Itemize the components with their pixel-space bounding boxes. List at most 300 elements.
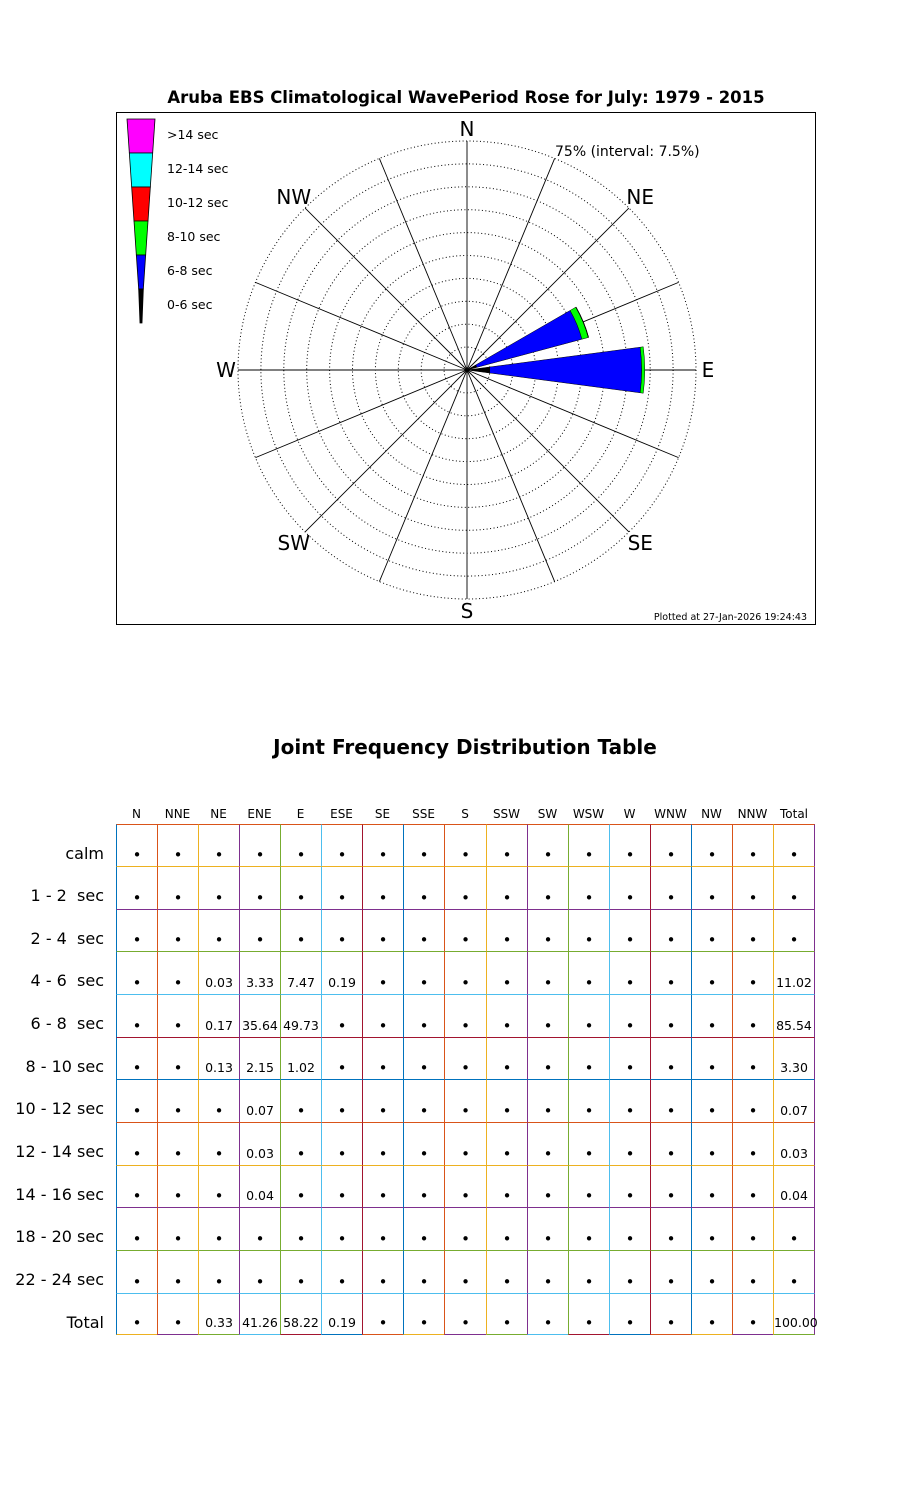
table-cell bbox=[280, 824, 321, 866]
cell-value: • bbox=[214, 1102, 224, 1120]
table-cell bbox=[650, 1037, 691, 1079]
cell-value: • bbox=[214, 931, 224, 949]
row-header-7: 12 - 14 sec bbox=[15, 1142, 104, 1161]
legend-label-0: >14 sec bbox=[167, 127, 219, 142]
cell-value: • bbox=[132, 846, 142, 864]
table-cell bbox=[280, 1250, 321, 1293]
cell-value: • bbox=[748, 846, 758, 864]
column-header-se: SE bbox=[374, 807, 391, 821]
table-cell bbox=[650, 994, 691, 1037]
cell-value: 0.04 bbox=[246, 1188, 274, 1203]
cell-value: • bbox=[378, 1230, 388, 1248]
table-title: Joint Frequency Distribution Table bbox=[273, 735, 657, 759]
cell-value: • bbox=[132, 1187, 142, 1205]
cell-value: • bbox=[296, 889, 306, 907]
table-cell bbox=[773, 1165, 815, 1207]
table-cell bbox=[157, 1250, 198, 1293]
cell-value: • bbox=[461, 1102, 470, 1120]
rose-spoke-SW bbox=[305, 370, 467, 532]
table-cell bbox=[773, 1122, 815, 1165]
table-cell bbox=[773, 1250, 815, 1293]
table-cell bbox=[773, 1207, 815, 1250]
table-cell bbox=[157, 909, 198, 951]
table-cell bbox=[403, 1250, 444, 1293]
column-header-nw: NW bbox=[701, 807, 722, 821]
table-cell bbox=[321, 1293, 362, 1335]
cell-value: • bbox=[214, 1273, 224, 1291]
cell-value: • bbox=[337, 1102, 347, 1120]
table-cell bbox=[527, 1165, 568, 1207]
cell-value: • bbox=[337, 1145, 347, 1163]
column-header-n: N bbox=[132, 807, 141, 821]
cell-value: • bbox=[707, 1059, 717, 1077]
table-cell bbox=[691, 866, 732, 909]
rose-spoke-NNW bbox=[379, 158, 467, 370]
compass-label-NW: NW bbox=[276, 184, 312, 209]
table-cell bbox=[773, 951, 815, 994]
table-cell bbox=[116, 1037, 157, 1079]
cell-value: • bbox=[543, 931, 553, 949]
cell-value: • bbox=[419, 974, 429, 992]
cell-value: • bbox=[789, 1230, 799, 1248]
column-header-ese: ESE bbox=[330, 807, 353, 821]
column-header-sse: SSE bbox=[412, 807, 435, 821]
cell-value: • bbox=[584, 1102, 594, 1120]
cell-value: • bbox=[378, 974, 388, 992]
cell-value: • bbox=[132, 1273, 142, 1291]
cell-value: • bbox=[625, 846, 635, 864]
table-cell bbox=[116, 1293, 157, 1335]
cell-value: • bbox=[337, 1187, 347, 1205]
cell-value: • bbox=[584, 1273, 594, 1291]
column-header-wsw: WSW bbox=[572, 807, 605, 821]
cell-value: • bbox=[502, 1059, 512, 1077]
table-cell bbox=[239, 866, 280, 909]
table-cell bbox=[732, 1037, 773, 1079]
table-cell bbox=[362, 1207, 403, 1250]
table-cell bbox=[321, 909, 362, 951]
cell-value: • bbox=[707, 1273, 717, 1291]
cell-value: 3.30 bbox=[780, 1060, 808, 1075]
cell-value: • bbox=[707, 931, 717, 949]
table-cell bbox=[403, 1122, 444, 1165]
table-cell bbox=[486, 1037, 527, 1079]
cell-value: • bbox=[378, 846, 388, 864]
cell-value: • bbox=[748, 1059, 758, 1077]
table-cell bbox=[280, 909, 321, 951]
column-header-e: E bbox=[296, 807, 305, 821]
table-cell bbox=[444, 1293, 486, 1335]
table-cell bbox=[321, 951, 362, 994]
table-cell bbox=[116, 1122, 157, 1165]
cell-value: • bbox=[543, 1230, 553, 1248]
cell-value: • bbox=[543, 889, 553, 907]
cell-value: • bbox=[173, 889, 183, 907]
table-cell bbox=[198, 1293, 239, 1335]
cell-value: • bbox=[625, 1102, 635, 1120]
row-header-1: 1 - 2 sec bbox=[30, 886, 104, 905]
compass-label-SE: SE bbox=[627, 531, 653, 556]
cell-value: • bbox=[748, 1145, 758, 1163]
table-cell bbox=[650, 1293, 691, 1335]
cell-value: • bbox=[296, 846, 306, 864]
cell-value: • bbox=[461, 1059, 470, 1077]
table-cell bbox=[650, 1207, 691, 1250]
cell-value: 0.03 bbox=[205, 975, 233, 990]
table-cell bbox=[116, 1165, 157, 1207]
column-header-nnw: NNW bbox=[737, 807, 768, 821]
column-header-w: W bbox=[623, 807, 636, 821]
cell-value: • bbox=[625, 1059, 635, 1077]
cell-value: • bbox=[378, 1314, 388, 1332]
table-cell bbox=[609, 824, 650, 866]
cell-value: • bbox=[132, 1314, 142, 1332]
cell-value: • bbox=[419, 1314, 429, 1332]
table-cell bbox=[403, 824, 444, 866]
table-cell bbox=[444, 1079, 486, 1122]
table-cell bbox=[321, 824, 362, 866]
table-cell bbox=[486, 1079, 527, 1122]
wind-rose-chart bbox=[117, 113, 815, 624]
table-cell bbox=[362, 909, 403, 951]
legend-label-5: 0-6 sec bbox=[167, 297, 213, 312]
table-cell bbox=[732, 1207, 773, 1250]
rose-spoke-SSW bbox=[379, 370, 467, 582]
cell-value: • bbox=[214, 1145, 224, 1163]
cell-value: • bbox=[337, 889, 347, 907]
table-cell bbox=[773, 909, 815, 951]
table-cell bbox=[527, 1122, 568, 1165]
cell-value: • bbox=[461, 1314, 470, 1332]
table-cell bbox=[527, 909, 568, 951]
rose-spoke-WNW bbox=[255, 282, 467, 370]
table-cell bbox=[362, 1079, 403, 1122]
table-cell bbox=[239, 1037, 280, 1079]
compass-label-E: E bbox=[701, 358, 715, 382]
cell-value: 0.03 bbox=[780, 1146, 808, 1161]
cell-value: • bbox=[296, 1102, 306, 1120]
table-cell bbox=[527, 866, 568, 909]
cell-value: • bbox=[132, 931, 142, 949]
table-cell bbox=[239, 1207, 280, 1250]
table-cell bbox=[691, 1293, 732, 1335]
cell-value: • bbox=[625, 1273, 635, 1291]
legend-swatch-4 bbox=[136, 255, 145, 289]
table-cell bbox=[198, 1165, 239, 1207]
cell-value: • bbox=[173, 931, 183, 949]
table-cell bbox=[732, 1293, 773, 1335]
legend-label-1: 12-14 sec bbox=[167, 161, 229, 176]
column-header-ne: NE bbox=[210, 807, 227, 821]
cell-value: 49.73 bbox=[283, 1018, 319, 1033]
cell-value: • bbox=[502, 974, 512, 992]
cell-value: • bbox=[419, 1273, 429, 1291]
cell-value: • bbox=[214, 846, 224, 864]
cell-value: 0.33 bbox=[205, 1315, 233, 1330]
legend-label-4: 6-8 sec bbox=[167, 263, 213, 278]
cell-value: • bbox=[748, 1314, 758, 1332]
cell-value: • bbox=[666, 1273, 676, 1291]
legend-swatch-5 bbox=[139, 289, 144, 323]
legend-swatch-1 bbox=[129, 153, 152, 187]
cell-value: • bbox=[132, 1230, 142, 1248]
cell-value: • bbox=[502, 931, 512, 949]
row-header-8: 14 - 16 sec bbox=[15, 1185, 104, 1204]
cell-value: • bbox=[707, 1314, 717, 1332]
legend-swatch-3 bbox=[134, 221, 148, 255]
cell-value: • bbox=[625, 1230, 635, 1248]
cell-value: • bbox=[337, 846, 347, 864]
table-cell bbox=[321, 1207, 362, 1250]
table-cell bbox=[650, 1079, 691, 1122]
table-cell bbox=[486, 1250, 527, 1293]
cell-value: • bbox=[707, 1230, 717, 1248]
cell-value: • bbox=[666, 846, 676, 864]
rose-spoke-SE bbox=[467, 370, 629, 532]
table-cell bbox=[198, 951, 239, 994]
cell-value: • bbox=[666, 1314, 676, 1332]
cell-value: 0.07 bbox=[780, 1103, 808, 1118]
cell-value: • bbox=[132, 1017, 142, 1035]
table-cell bbox=[362, 1037, 403, 1079]
table-cell bbox=[116, 909, 157, 951]
cell-value: • bbox=[419, 1017, 429, 1035]
table-cell bbox=[239, 1250, 280, 1293]
rose-title: Aruba EBS Climatological WavePeriod Rose for July: 1979 - 2015 bbox=[167, 88, 765, 107]
cell-value: • bbox=[748, 1102, 758, 1120]
table-cell bbox=[527, 1207, 568, 1250]
row-header-11: Total bbox=[66, 1313, 104, 1332]
table-cell bbox=[486, 1122, 527, 1165]
cell-value: • bbox=[461, 1017, 470, 1035]
cell-value: 0.19 bbox=[328, 1315, 356, 1330]
cell-value: • bbox=[543, 1102, 553, 1120]
table-cell bbox=[732, 994, 773, 1037]
cell-value: • bbox=[666, 1059, 676, 1077]
table-cell bbox=[444, 909, 486, 951]
cell-value: 0.19 bbox=[328, 975, 356, 990]
cell-value: • bbox=[255, 931, 265, 949]
cell-value: • bbox=[666, 1230, 676, 1248]
cell-value: • bbox=[707, 889, 717, 907]
table-cell bbox=[321, 1122, 362, 1165]
table-cell bbox=[609, 1079, 650, 1122]
cell-value: 58.22 bbox=[283, 1315, 319, 1330]
rose-spoke-SSE bbox=[467, 370, 555, 582]
cell-value: • bbox=[337, 1017, 347, 1035]
table-cell bbox=[650, 824, 691, 866]
cell-value: • bbox=[173, 974, 183, 992]
cell-value: • bbox=[584, 974, 594, 992]
cell-value: 0.04 bbox=[780, 1188, 808, 1203]
cell-value: • bbox=[584, 1059, 594, 1077]
table-cell bbox=[691, 994, 732, 1037]
rose-frame bbox=[116, 112, 816, 625]
row-header-0: calm bbox=[65, 844, 104, 863]
table-cell bbox=[527, 1037, 568, 1079]
table-cell bbox=[732, 909, 773, 951]
table-cell bbox=[157, 1079, 198, 1122]
cell-value: • bbox=[748, 1187, 758, 1205]
table-cell bbox=[362, 994, 403, 1037]
cell-value: 7.47 bbox=[287, 975, 315, 990]
table-cell bbox=[568, 1079, 609, 1122]
table-cell bbox=[403, 1293, 444, 1335]
cell-value: • bbox=[584, 1230, 594, 1248]
cell-value: • bbox=[419, 846, 429, 864]
table-cell bbox=[362, 824, 403, 866]
table-cell bbox=[280, 866, 321, 909]
legend-label-3: 8-10 sec bbox=[167, 229, 221, 244]
table-cell bbox=[527, 951, 568, 994]
table-cell bbox=[568, 994, 609, 1037]
cell-value: • bbox=[789, 931, 799, 949]
table-cell bbox=[609, 1037, 650, 1079]
cell-value: • bbox=[378, 889, 388, 907]
table-cell bbox=[650, 1165, 691, 1207]
cell-value: 100.00 bbox=[774, 1315, 818, 1330]
table-cell bbox=[691, 951, 732, 994]
table-cell bbox=[609, 951, 650, 994]
table-cell bbox=[486, 824, 527, 866]
cell-value: 2.15 bbox=[246, 1060, 274, 1075]
column-header-total: Total bbox=[779, 807, 809, 821]
cell-value: • bbox=[666, 974, 676, 992]
cell-value: • bbox=[378, 1017, 388, 1035]
cell-value: • bbox=[543, 1145, 553, 1163]
column-header-sw: SW bbox=[537, 807, 558, 821]
table-cell bbox=[403, 1079, 444, 1122]
table-cell bbox=[444, 951, 486, 994]
table-cell bbox=[116, 824, 157, 866]
cell-value: • bbox=[132, 974, 142, 992]
cell-value: • bbox=[543, 1314, 553, 1332]
cell-value: • bbox=[296, 1145, 306, 1163]
cell-value: • bbox=[255, 889, 265, 907]
cell-value: • bbox=[337, 1273, 347, 1291]
cell-value: • bbox=[132, 1059, 142, 1077]
cell-value: • bbox=[625, 889, 635, 907]
cell-value: • bbox=[502, 1187, 512, 1205]
cell-value: • bbox=[296, 1187, 306, 1205]
row-header-3: 4 - 6 sec bbox=[30, 971, 104, 990]
cell-value: • bbox=[378, 1273, 388, 1291]
table-cell bbox=[691, 1079, 732, 1122]
cell-value: 0.13 bbox=[205, 1060, 233, 1075]
table-cell bbox=[321, 1037, 362, 1079]
table-cell bbox=[362, 951, 403, 994]
rose-spoke-WSW bbox=[255, 370, 467, 458]
table-cell bbox=[403, 1165, 444, 1207]
compass-label-S: S bbox=[460, 599, 474, 623]
table-cell bbox=[321, 994, 362, 1037]
table-cell bbox=[116, 1207, 157, 1250]
cell-value: • bbox=[748, 1017, 758, 1035]
table-cell bbox=[280, 1079, 321, 1122]
table-cell bbox=[527, 1250, 568, 1293]
row-header-4: 6 - 8 sec bbox=[30, 1014, 104, 1033]
cell-value: • bbox=[543, 1273, 553, 1291]
cell-value: • bbox=[419, 889, 429, 907]
table-cell bbox=[239, 909, 280, 951]
cell-value: • bbox=[707, 1187, 717, 1205]
table-cell bbox=[609, 866, 650, 909]
cell-value: • bbox=[584, 931, 594, 949]
cell-value: • bbox=[502, 1314, 512, 1332]
cell-value: • bbox=[625, 1145, 635, 1163]
row-header-9: 18 - 20 sec bbox=[15, 1227, 104, 1246]
cell-value: • bbox=[296, 931, 306, 949]
cell-value: 85.54 bbox=[776, 1018, 812, 1033]
table-cell bbox=[362, 1165, 403, 1207]
cell-value: • bbox=[173, 1017, 183, 1035]
cell-value: • bbox=[255, 846, 265, 864]
table-cell bbox=[157, 951, 198, 994]
table-cell bbox=[403, 951, 444, 994]
cell-value: • bbox=[666, 1102, 676, 1120]
cell-value: • bbox=[666, 1017, 676, 1035]
table-cell bbox=[691, 824, 732, 866]
table-cell bbox=[732, 951, 773, 994]
cell-value: 0.17 bbox=[205, 1018, 233, 1033]
cell-value: • bbox=[748, 889, 758, 907]
cell-value: • bbox=[666, 1187, 676, 1205]
cell-value: • bbox=[132, 889, 142, 907]
compass-label-SW: SW bbox=[277, 531, 311, 556]
table-cell bbox=[157, 1207, 198, 1250]
table-cell bbox=[609, 994, 650, 1037]
table-cell bbox=[157, 1165, 198, 1207]
cell-value: • bbox=[666, 931, 676, 949]
cell-value: • bbox=[502, 889, 512, 907]
table-cell bbox=[691, 1250, 732, 1293]
table-cell bbox=[198, 824, 239, 866]
table-cell bbox=[773, 1079, 815, 1122]
table-cell bbox=[691, 1037, 732, 1079]
cell-value: • bbox=[378, 1059, 388, 1077]
cell-value: • bbox=[748, 1230, 758, 1248]
scale-label: 75% (interval: 7.5%) bbox=[555, 144, 700, 160]
table-cell bbox=[280, 1293, 321, 1335]
cell-value: • bbox=[173, 1314, 183, 1332]
cell-value: • bbox=[173, 1145, 183, 1163]
table-cell bbox=[116, 994, 157, 1037]
table-cell bbox=[609, 1207, 650, 1250]
table-cell bbox=[568, 824, 609, 866]
cell-value: • bbox=[543, 1017, 553, 1035]
table-cell bbox=[650, 1122, 691, 1165]
table-cell bbox=[486, 1165, 527, 1207]
table-cell bbox=[444, 994, 486, 1037]
cell-value: • bbox=[378, 931, 388, 949]
table-cell bbox=[568, 1250, 609, 1293]
cell-value: • bbox=[461, 974, 470, 992]
cell-value: • bbox=[584, 846, 594, 864]
table-cell bbox=[568, 1207, 609, 1250]
cell-value: • bbox=[707, 1017, 717, 1035]
table-cell bbox=[773, 994, 815, 1037]
cell-value: • bbox=[707, 846, 717, 864]
cell-value: • bbox=[337, 1230, 347, 1248]
table-cell bbox=[568, 1122, 609, 1165]
cell-value: • bbox=[255, 1273, 265, 1291]
cell-value: • bbox=[789, 846, 799, 864]
cell-value: • bbox=[461, 1187, 470, 1205]
column-header-s: S bbox=[461, 807, 469, 821]
cell-value: 0.07 bbox=[246, 1103, 274, 1118]
table-cell bbox=[650, 1250, 691, 1293]
table-cell bbox=[444, 1207, 486, 1250]
